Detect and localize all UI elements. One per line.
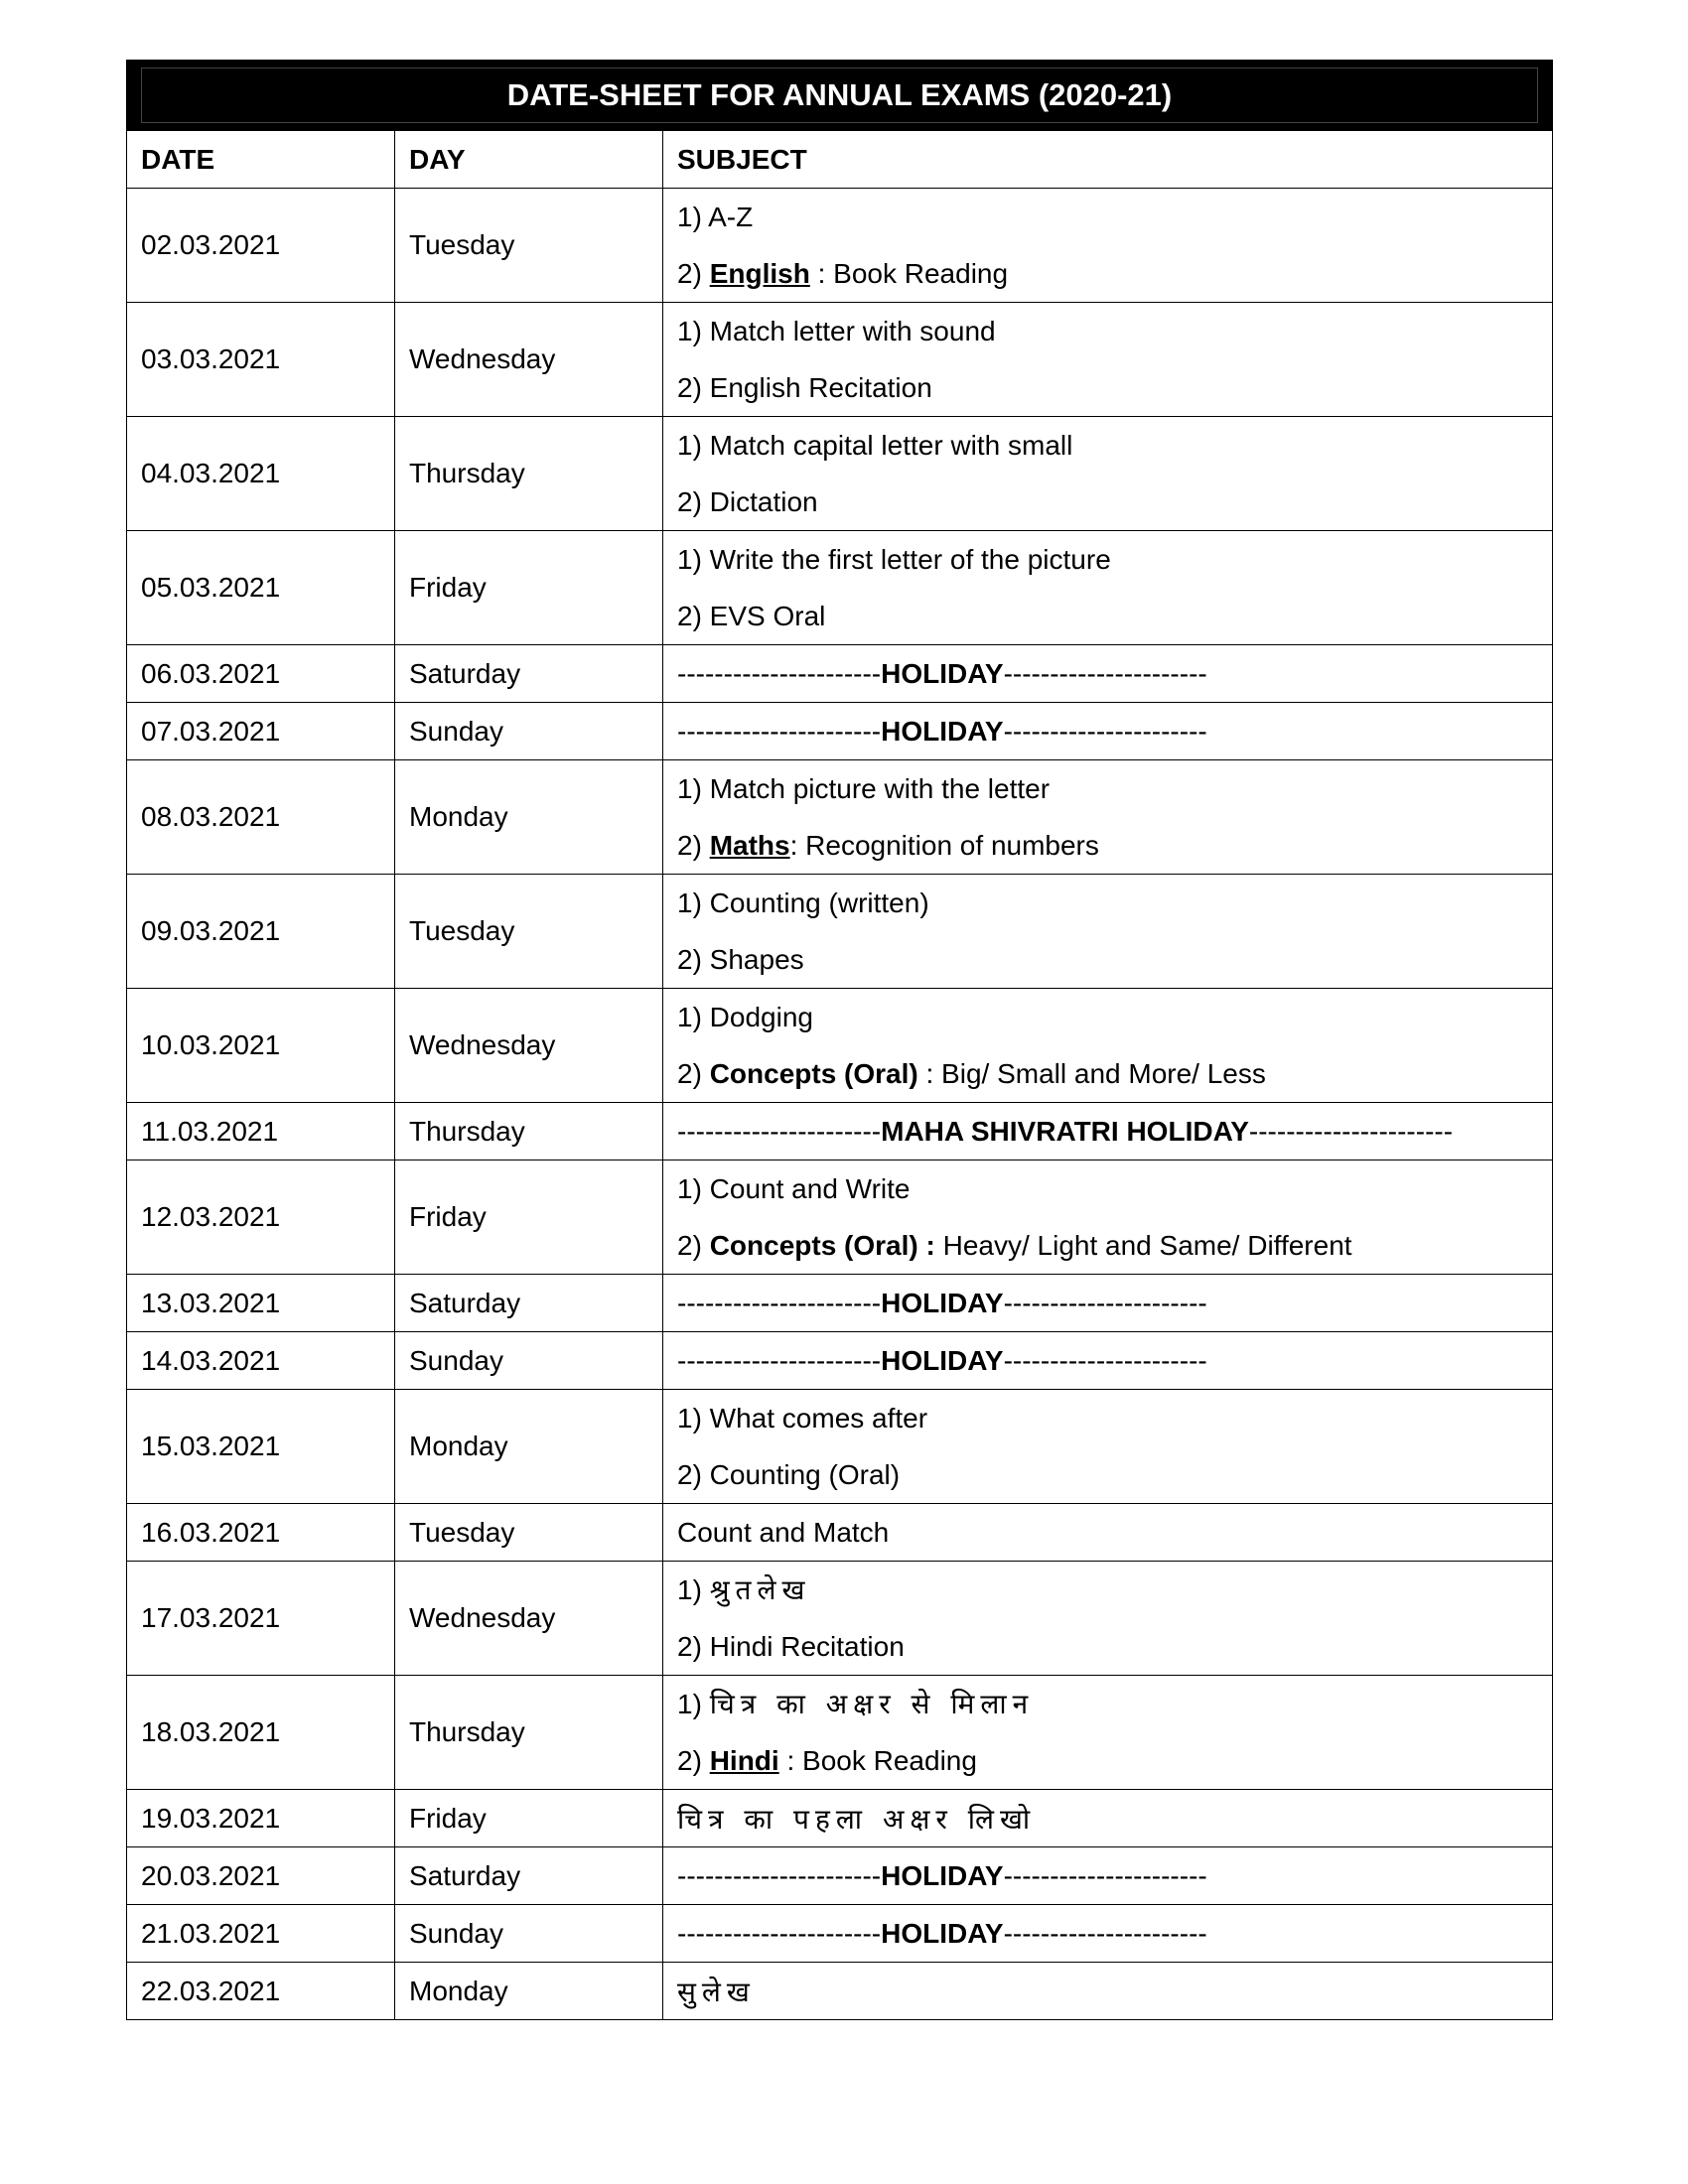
title-cell bbox=[127, 61, 1553, 131]
subject-line-1-hindi: चित्र का अक्षर से मिलान bbox=[709, 1688, 1035, 1720]
table-row bbox=[127, 303, 1553, 417]
subject-line-1: 1) Counting (written) bbox=[677, 887, 929, 918]
holiday-dash-right: ---------------------- bbox=[1003, 715, 1207, 747]
page-title: DATE-SHEET FOR ANNUAL EXAMS (2020-21) bbox=[141, 68, 1538, 123]
holiday-dash-left: ---------------------- bbox=[677, 715, 882, 747]
subject-line-1: 1) Count and Write bbox=[677, 1173, 911, 1204]
subject-line-2-prefix: 2) bbox=[677, 1058, 710, 1089]
table-row bbox=[127, 645, 1553, 703]
subject-keyword: Concepts (Oral) : bbox=[709, 1230, 935, 1261]
date-cell: 07.03.2021 bbox=[127, 703, 395, 760]
date-cell: 02.03.2021 bbox=[127, 189, 395, 303]
subject-line-1: 1) Match picture with the letter bbox=[677, 773, 1051, 804]
holiday-text bbox=[677, 1116, 1453, 1147]
date-cell: 05.03.2021 bbox=[127, 531, 395, 645]
subject-keyword: Hindi bbox=[709, 1745, 779, 1776]
subject-keyword: Maths bbox=[709, 830, 790, 861]
subject-line-2: 2) EVS Oral bbox=[677, 601, 826, 631]
subject-line-1: 1) A-Z bbox=[677, 202, 754, 232]
holiday-dash-right: ---------------------- bbox=[1003, 1287, 1207, 1318]
day-cell: Saturday bbox=[395, 1847, 663, 1905]
date-cell: 09.03.2021 bbox=[127, 875, 395, 989]
table-row bbox=[127, 989, 1553, 1103]
holiday-dash-right: ---------------------- bbox=[1248, 1115, 1454, 1147]
day-cell: Saturday bbox=[395, 1275, 663, 1332]
subject-keyword: English bbox=[709, 258, 810, 289]
subject-line-2: 2) Dictation bbox=[677, 486, 818, 517]
subject-line-2-prefix: 2) bbox=[677, 830, 710, 861]
date-cell: 21.03.2021 bbox=[127, 1905, 395, 1963]
subject-line-1-prefix: 1) bbox=[677, 1574, 710, 1605]
subject-line-2: 2) Shapes bbox=[677, 944, 804, 975]
subject-line-2-rest: : Recognition of numbers bbox=[789, 830, 1099, 861]
subject-cell bbox=[663, 760, 1553, 875]
day-cell: Thursday bbox=[395, 1103, 663, 1160]
subject-cell bbox=[663, 1676, 1553, 1790]
subject-cell bbox=[663, 303, 1553, 417]
subject-cell bbox=[663, 1103, 1553, 1160]
subject-cell bbox=[663, 1963, 1553, 2020]
holiday-dash-right: ---------------------- bbox=[1003, 657, 1207, 689]
day-cell: Monday bbox=[395, 760, 663, 875]
subject-line-2 bbox=[677, 1045, 1538, 1102]
date-cell: 10.03.2021 bbox=[127, 989, 395, 1103]
subject-line-1: 1) What comes after bbox=[677, 1403, 928, 1433]
date-cell: 14.03.2021 bbox=[127, 1332, 395, 1390]
subject-line-1-prefix: 1) bbox=[677, 1689, 710, 1719]
table-row bbox=[127, 1905, 1553, 1963]
subject-cell bbox=[663, 1790, 1553, 1847]
day-cell: Tuesday bbox=[395, 875, 663, 989]
holiday-label: HOLIDAY bbox=[881, 1344, 1004, 1376]
subject-line-2-rest: : Big/ Small and More/ Less bbox=[917, 1058, 1266, 1089]
header-date: DATE bbox=[127, 131, 395, 189]
day-cell: Monday bbox=[395, 1390, 663, 1504]
table-row bbox=[127, 1790, 1553, 1847]
day-cell: Friday bbox=[395, 1160, 663, 1275]
holiday-text bbox=[677, 1860, 1207, 1891]
subject-line-1-hindi: श्रुतलेख bbox=[709, 1573, 811, 1606]
holiday-dash-left: ---------------------- bbox=[677, 1917, 882, 1949]
date-sheet-table bbox=[126, 60, 1553, 2020]
table-row bbox=[127, 1103, 1553, 1160]
holiday-label: HOLIDAY bbox=[881, 1859, 1004, 1891]
table-row bbox=[127, 875, 1553, 989]
date-cell: 15.03.2021 bbox=[127, 1390, 395, 1504]
holiday-dash-right: ---------------------- bbox=[1003, 1344, 1207, 1376]
subject-cell bbox=[663, 1390, 1553, 1504]
holiday-dash-right: ---------------------- bbox=[1003, 1859, 1207, 1891]
header-row bbox=[127, 131, 1553, 189]
date-cell: 17.03.2021 bbox=[127, 1562, 395, 1676]
subject-cell bbox=[663, 417, 1553, 531]
date-cell: 12.03.2021 bbox=[127, 1160, 395, 1275]
holiday-label: HOLIDAY bbox=[881, 1917, 1004, 1949]
subject-line-2-prefix: 2) bbox=[677, 258, 710, 289]
holiday-label: HOLIDAY bbox=[881, 657, 1004, 689]
day-cell: Sunday bbox=[395, 1332, 663, 1390]
holiday-dash-left: ---------------------- bbox=[677, 1115, 882, 1147]
subject-cell bbox=[663, 645, 1553, 703]
holiday-label: MAHA SHIVRATRI HOLIDAY bbox=[881, 1115, 1249, 1147]
day-cell: Monday bbox=[395, 1963, 663, 2020]
holiday-text bbox=[677, 716, 1207, 747]
holiday-text bbox=[677, 1345, 1207, 1376]
subject-line-2: 2) Hindi Recitation bbox=[677, 1631, 905, 1662]
subject-line-2-rest: : Book Reading bbox=[809, 258, 1009, 289]
day-cell: Tuesday bbox=[395, 189, 663, 303]
subject-cell bbox=[663, 1504, 1553, 1562]
subject-line-1: 1) Match letter with sound bbox=[677, 316, 996, 346]
day-cell: Thursday bbox=[395, 1676, 663, 1790]
subject-single-hindi: सुलेख bbox=[677, 1975, 756, 2008]
date-cell: 04.03.2021 bbox=[127, 417, 395, 531]
holiday-text bbox=[677, 1288, 1207, 1318]
subject-line-2: 2) English Recitation bbox=[677, 372, 932, 403]
subject-line-2 bbox=[677, 1732, 1538, 1789]
holiday-dash-left: ---------------------- bbox=[677, 1859, 882, 1891]
subject-single: Count and Match bbox=[677, 1516, 890, 1548]
date-cell: 08.03.2021 bbox=[127, 760, 395, 875]
holiday-dash-left: ---------------------- bbox=[677, 1344, 882, 1376]
subject-line-2-prefix: 2) bbox=[677, 1230, 710, 1261]
subject-line-2 bbox=[677, 245, 1538, 302]
table-row bbox=[127, 703, 1553, 760]
subject-cell bbox=[663, 703, 1553, 760]
date-cell: 11.03.2021 bbox=[127, 1103, 395, 1160]
subject-cell bbox=[663, 1562, 1553, 1676]
date-cell: 22.03.2021 bbox=[127, 1963, 395, 2020]
day-cell: Thursday bbox=[395, 417, 663, 531]
day-cell: Sunday bbox=[395, 703, 663, 760]
header-day: DAY bbox=[395, 131, 663, 189]
day-cell: Wednesday bbox=[395, 303, 663, 417]
holiday-dash-left: ---------------------- bbox=[677, 1287, 882, 1318]
subject-line-1: 1) Dodging bbox=[677, 1002, 813, 1032]
day-cell: Tuesday bbox=[395, 1504, 663, 1562]
table-row bbox=[127, 1390, 1553, 1504]
subject-cell bbox=[663, 1160, 1553, 1275]
subject-line-1: 1) Write the first letter of the picture bbox=[677, 544, 1111, 575]
holiday-text bbox=[677, 658, 1207, 689]
subject-single-hindi: चित्र का पहला अक्षर लिखो bbox=[677, 1802, 1037, 1836]
day-cell: Wednesday bbox=[395, 989, 663, 1103]
day-cell: Friday bbox=[395, 531, 663, 645]
subject-line-2 bbox=[677, 817, 1538, 874]
holiday-label: HOLIDAY bbox=[881, 1287, 1004, 1318]
day-cell: Sunday bbox=[395, 1905, 663, 1963]
table-row bbox=[127, 531, 1553, 645]
subject-cell bbox=[663, 989, 1553, 1103]
subject-line-1 bbox=[677, 1676, 1538, 1732]
date-cell: 20.03.2021 bbox=[127, 1847, 395, 1905]
day-cell: Friday bbox=[395, 1790, 663, 1847]
table-row bbox=[127, 1332, 1553, 1390]
title-row bbox=[127, 61, 1553, 131]
table-row bbox=[127, 1275, 1553, 1332]
table-row bbox=[127, 1963, 1553, 2020]
date-cell: 18.03.2021 bbox=[127, 1676, 395, 1790]
subject-line-2: 2) Counting (Oral) bbox=[677, 1459, 901, 1490]
table-row bbox=[127, 1562, 1553, 1676]
date-cell: 06.03.2021 bbox=[127, 645, 395, 703]
table-row bbox=[127, 189, 1553, 303]
table-body bbox=[127, 61, 1553, 2020]
subject-line-2-rest: : Book Reading bbox=[778, 1745, 977, 1776]
subject-cell bbox=[663, 1332, 1553, 1390]
table-row bbox=[127, 417, 1553, 531]
subject-cell bbox=[663, 1905, 1553, 1963]
subject-cell bbox=[663, 1275, 1553, 1332]
table-row bbox=[127, 1160, 1553, 1275]
table-row bbox=[127, 1504, 1553, 1562]
subject-keyword: Concepts (Oral) bbox=[709, 1058, 918, 1089]
subject-line-2-prefix: 2) bbox=[677, 1745, 710, 1776]
table-row bbox=[127, 1847, 1553, 1905]
date-cell: 16.03.2021 bbox=[127, 1504, 395, 1562]
subject-line-2-rest: Heavy/ Light and Same/ Different bbox=[934, 1230, 1352, 1261]
subject-cell bbox=[663, 531, 1553, 645]
holiday-dash-right: ---------------------- bbox=[1003, 1917, 1207, 1949]
date-cell: 13.03.2021 bbox=[127, 1275, 395, 1332]
subject-cell bbox=[663, 189, 1553, 303]
holiday-label: HOLIDAY bbox=[881, 715, 1004, 747]
subject-line-1 bbox=[677, 1562, 1538, 1618]
table-row bbox=[127, 760, 1553, 875]
day-cell: Saturday bbox=[395, 645, 663, 703]
holiday-dash-left: ---------------------- bbox=[677, 657, 882, 689]
day-cell: Wednesday bbox=[395, 1562, 663, 1676]
subject-line-2 bbox=[677, 1217, 1538, 1274]
holiday-text bbox=[677, 1918, 1207, 1949]
subject-cell bbox=[663, 1847, 1553, 1905]
date-cell: 03.03.2021 bbox=[127, 303, 395, 417]
date-cell: 19.03.2021 bbox=[127, 1790, 395, 1847]
subject-cell bbox=[663, 875, 1553, 989]
table-row bbox=[127, 1676, 1553, 1790]
subject-line-1: 1) Match capital letter with small bbox=[677, 430, 1073, 461]
header-subject: SUBJECT bbox=[663, 131, 1553, 189]
